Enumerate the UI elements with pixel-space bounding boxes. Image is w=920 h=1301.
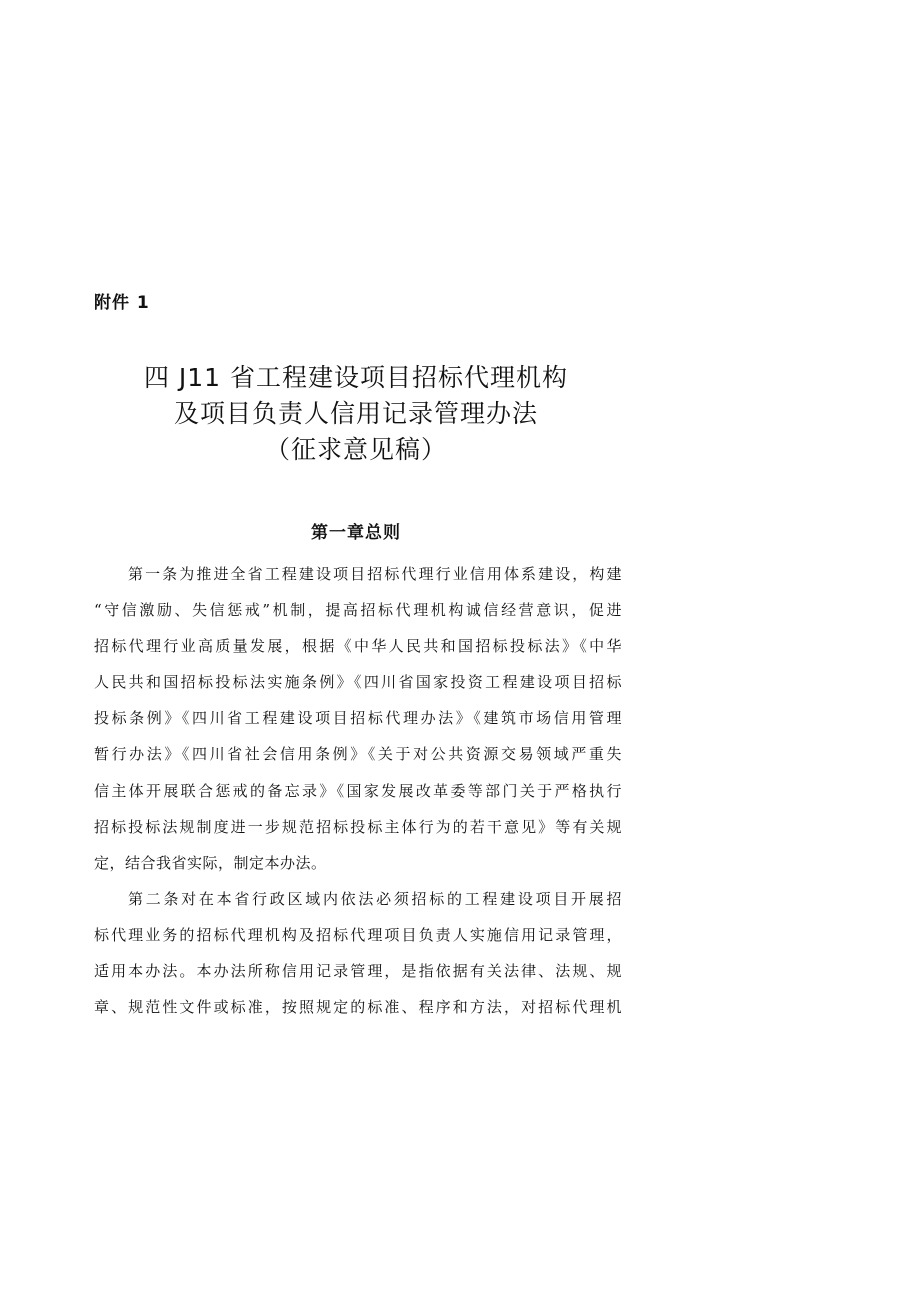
article-2-line: 标代理业务的招标代理机构及招标代理项目负责人实施信用记录管理， bbox=[94, 925, 622, 944]
title-line-1: 四 J11 省工程建设项目招标代理机构 bbox=[143, 363, 569, 392]
article-2-line: 章、规范性文件或标准，按照规定的标准、程序和方法，对招标代理机 bbox=[94, 998, 622, 1017]
article-1-line: 第一条为推进全省工程建设项目招标代理行业信用体系建设，构建 bbox=[128, 565, 622, 583]
article-1-line: 定，结合我省实际，制定本办法。 bbox=[94, 853, 327, 872]
article-1-line: 暂行办法》《四川省社会信用条例》《关于对公共资源交易领域严重失 bbox=[94, 745, 622, 764]
article-1-line: “守信激励、失信惩戒”机制，提高招标代理机构诚信经营意识，促进 bbox=[94, 601, 622, 620]
article-1-line: 信主体开展联合惩戒的备忘录》《国家发展改革委等部门关于严格执行 bbox=[94, 781, 622, 800]
article-1-line: 招标代理行业高质量发展，根据《中华人民共和国招标投标法》《中华 bbox=[94, 637, 622, 656]
article-1-line: 人民共和国招标投标法实施条例》《四川省国家投资工程建设项目招标 bbox=[94, 673, 622, 692]
title-line-2: 及项目负责人信用记录管理办法 bbox=[173, 399, 538, 428]
article-2-line: 第二条对在本省行政区域内依法必须招标的工程建设项目开展招 bbox=[128, 889, 622, 908]
chapter-heading: 第一章总则 bbox=[311, 523, 401, 543]
article-1-line: 投标条例》《四川省工程建设项目招标代理办法》《建筑市场信用管理 bbox=[94, 709, 622, 728]
title-line-3: （征求意见稿） bbox=[264, 435, 447, 464]
attachment-label: 附件 1 bbox=[94, 293, 150, 313]
document-body bbox=[94, 556, 622, 1025]
document-title bbox=[0, 360, 712, 468]
article-2-line: 适用本办法。本办法所称信用记录管理，是指依据有关法律、法规、规 bbox=[94, 962, 622, 981]
article-1-line: 招标投标法规制度进一步规范招标投标主体行为的若干意见》等有关规 bbox=[94, 817, 622, 836]
